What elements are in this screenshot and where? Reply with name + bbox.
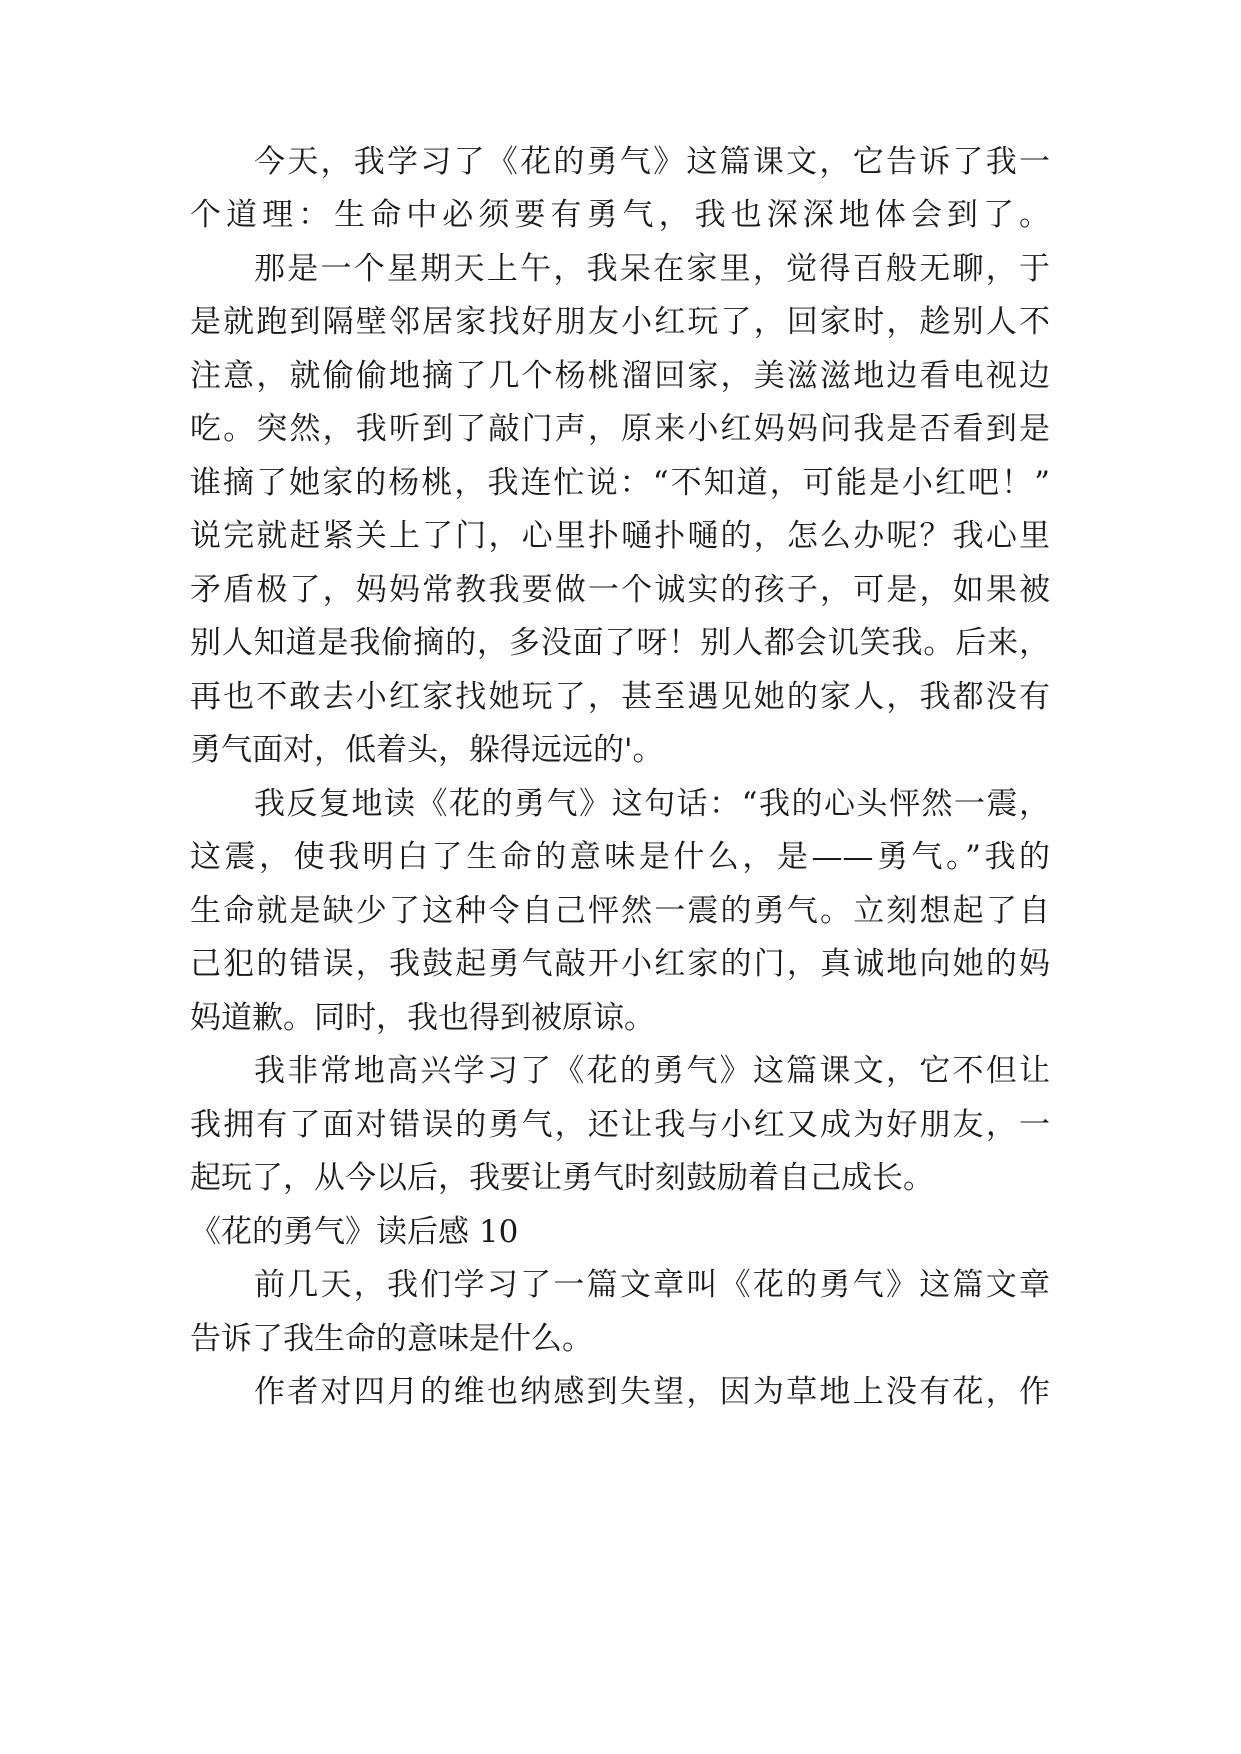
paragraph-line — [0, 837, 1241, 877]
paragraph-line — [0, 409, 1241, 449]
paragraph-line — [0, 302, 1241, 342]
paragraph-line — [0, 784, 1241, 824]
paragraph-line — [0, 677, 1241, 717]
line-text: 生命就是缺少了这种令自己怦然一震的勇气。立刻想起了自 — [190, 893, 1050, 929]
line-text: 再也不敢去小红家找她玩了，甚至遇见她的家人，我都没有 — [190, 679, 1050, 715]
line-text: 这震，使我明白了生命的意味是什么，是——勇气。”我的 — [190, 839, 1050, 875]
line-text: 注意，就偷偷地摘了几个杨桃溜回家，美滋滋地边看电视边 — [190, 358, 1050, 394]
paragraph-line — [0, 891, 1241, 931]
paragraph-line — [0, 249, 1241, 289]
line-text: 己犯的错误，我鼓起勇气敲开小红家的门，真诚地向她的妈 — [190, 946, 1050, 982]
line-text: 我拥有了面对错误的勇气，还让我与小红又成为好朋友，一 — [190, 1107, 1050, 1143]
section-heading — [0, 1212, 1241, 1252]
paragraph-line — [0, 730, 1241, 770]
paragraph-line — [0, 1158, 1241, 1198]
paragraph-line — [0, 463, 1241, 503]
line-text: 个道理：生命中必须要有勇气，我也深深地体会到了。 — [190, 197, 1050, 233]
line-text: 作者对四月的维也纳感到失望，因为草地上没有花，作 — [254, 1374, 1050, 1410]
line-text: 别人知道是我偷摘的，多没面了呀！别人都会讥笑我。后来， — [190, 625, 1050, 661]
paragraph-line — [0, 944, 1241, 984]
line-text: 妈道歉。同时，我也得到被原谅。 — [190, 1000, 655, 1036]
paragraph-line — [0, 1265, 1241, 1305]
paragraph-line — [0, 570, 1241, 610]
paragraph-line — [0, 1319, 1241, 1359]
heading-text: 《花的勇气》读后感 10 — [190, 1214, 519, 1250]
line-text: 我反复地读《花的勇气》这句话：“我的心头怦然一震， — [254, 786, 1050, 822]
paragraph-line — [0, 356, 1241, 396]
line-text: 是就跑到隔壁邻居家找好朋友小红玩了，回家时，趁别人不 — [190, 304, 1050, 340]
paragraph-line — [0, 1105, 1241, 1145]
line-text: 勇气面对，低着头，躲得远远的'。 — [190, 732, 664, 768]
paragraph-line — [0, 516, 1241, 556]
line-text: 那是一个星期天上午，我呆在家里，觉得百般无聊，于 — [254, 251, 1050, 287]
line-text: 起玩了，从今以后，我要让勇气时刻鼓励着自己成长。 — [190, 1160, 934, 1196]
paragraph-line — [0, 142, 1241, 182]
line-text: 矛盾极了，妈妈常教我要做一个诚实的孩子，可是，如果被 — [190, 572, 1050, 608]
line-text: 说完就赶紧关上了门，心里扑嗵扑嗵的，怎么办呢？我心里 — [190, 518, 1050, 554]
paragraph-line — [0, 1051, 1241, 1091]
line-text: 今天，我学习了《花的勇气》这篇课文，它告诉了我一 — [254, 144, 1050, 180]
line-text: 前几天，我们学习了一篇文章叫《花的勇气》这篇文章 — [254, 1267, 1050, 1303]
paragraph-line — [0, 195, 1241, 235]
line-text: 告诉了我生命的意味是什么。 — [190, 1321, 593, 1357]
line-text: 谁摘了她家的杨桃，我连忙说：“不知道，可能是小红吧！” — [190, 465, 1050, 501]
paragraph-line — [0, 623, 1241, 663]
paragraph-line — [0, 1372, 1241, 1412]
line-text: 吃。突然，我听到了敲门声，原来小红妈妈问我是否看到是 — [190, 411, 1050, 447]
paragraph-line — [0, 998, 1241, 1038]
line-text: 我非常地高兴学习了《花的勇气》这篇课文，它不但让 — [254, 1053, 1050, 1089]
